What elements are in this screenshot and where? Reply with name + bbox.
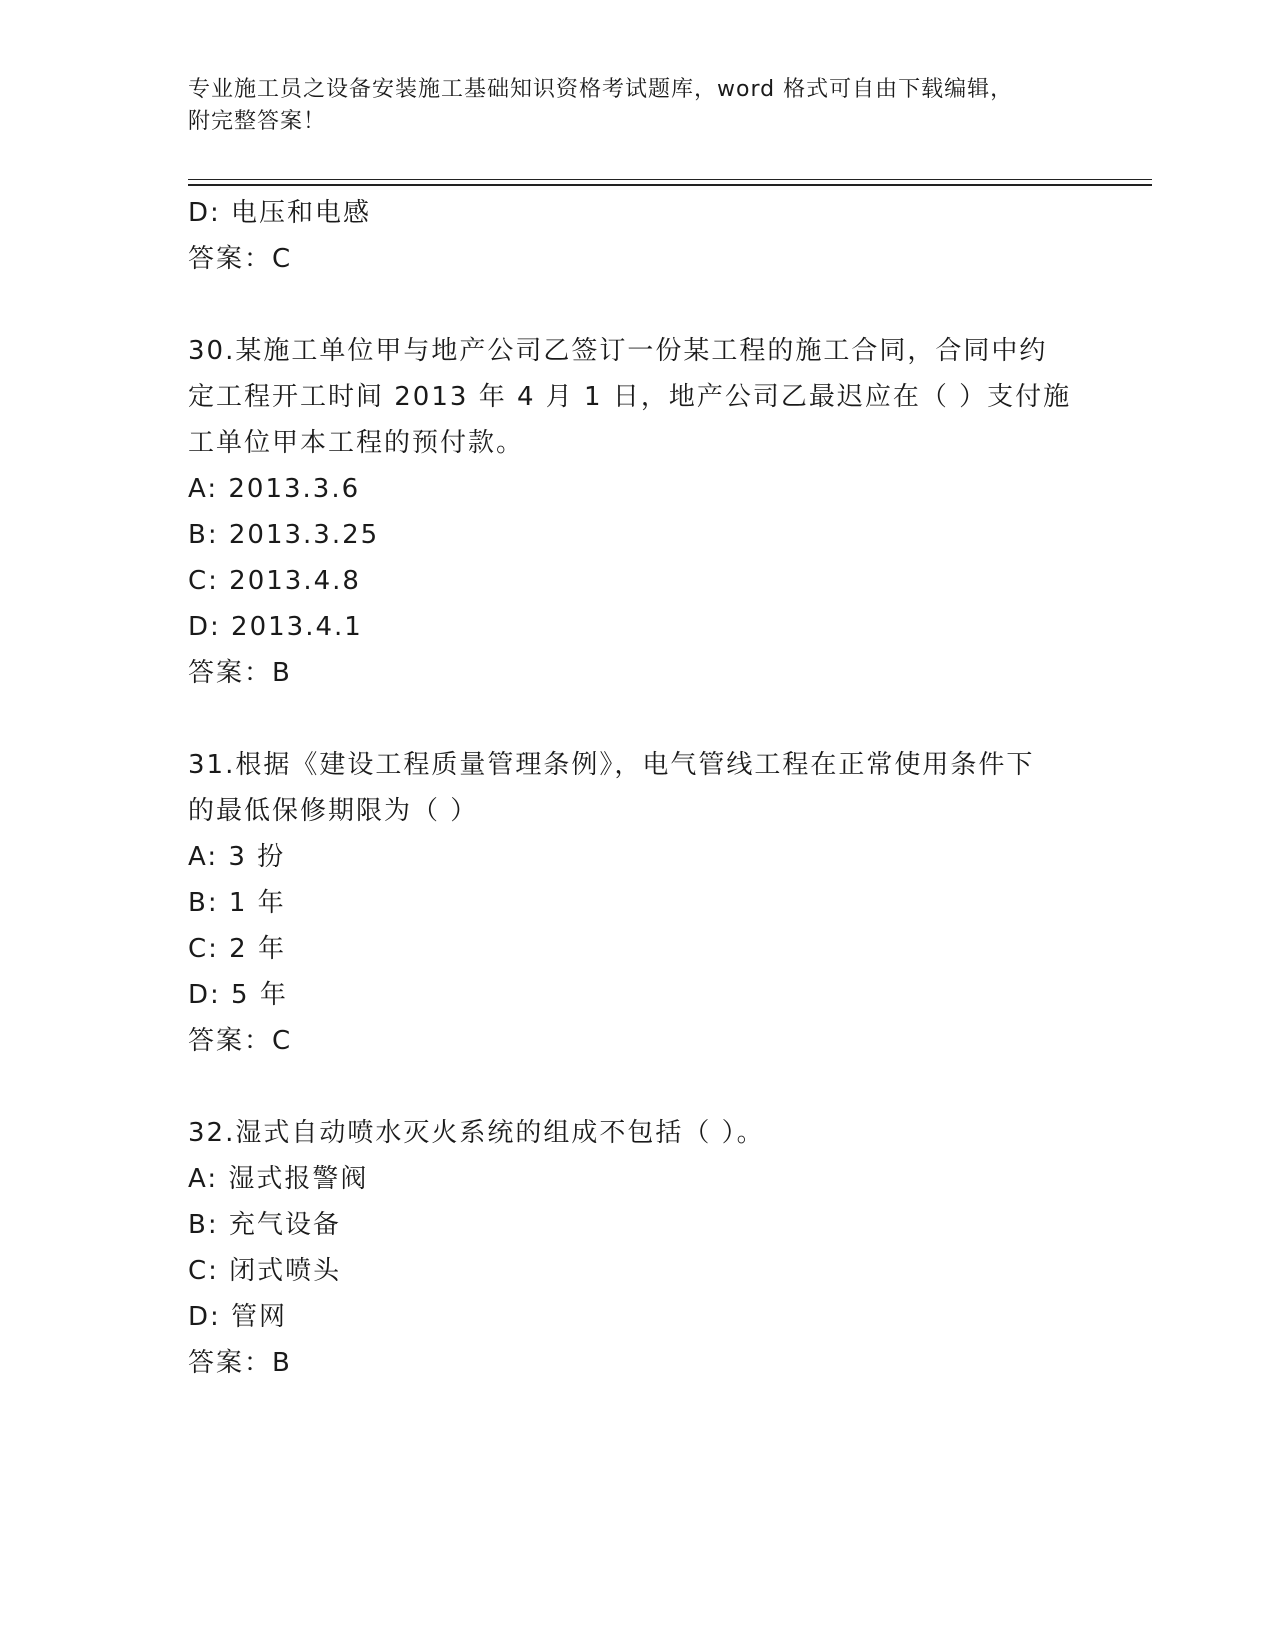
- question-stem-line: 30.某施工单位甲与地产公司乙签订一份某工程的施工合同，合同中约: [188, 336, 1048, 366]
- option-c: C: 2013.4.8: [188, 566, 361, 596]
- answer-line: 答案：C: [188, 244, 293, 274]
- question-stem-line: 的最低保修期限为（ ）: [188, 796, 479, 826]
- question-list: [188, 190, 1088, 1386]
- header-line-2: 附完整答案！: [188, 109, 327, 134]
- question-32: [188, 1110, 1088, 1386]
- previous-question-fragment: [188, 190, 1088, 282]
- option-a: A: 3 扮: [188, 842, 286, 872]
- question-stem-line: 定工程开工时间 2013 年 4 月 1 日，地产公司乙最迟应在（ ）支付施: [188, 382, 1072, 412]
- answer-line: 答案：B: [188, 658, 292, 688]
- answer-line: 答案：B: [188, 1348, 292, 1378]
- option-d: D: 2013.4.1: [188, 612, 363, 642]
- header-line-1: 专业施工员之设备安装施工基础知识资格考试题库，word 格式可自由下载编辑，: [188, 77, 1014, 102]
- option-a: A: 2013.3.6: [188, 474, 361, 504]
- answer-line: 答案：C: [188, 1026, 293, 1056]
- question-stem-line: 32.湿式自动喷水灭火系统的组成不包括（ ）。: [188, 1118, 765, 1148]
- question-stem-line: 工单位甲本工程的预付款。: [188, 428, 525, 458]
- question-stem-line: 31.根据《建设工程质量管理条例》，电气管线工程在正常使用条件下: [188, 750, 1035, 780]
- question-30: [188, 328, 1088, 696]
- option-d: D: 电压和电感: [188, 198, 372, 228]
- option-a: A: 湿式报警阀: [188, 1164, 369, 1194]
- option-b: B: 充气设备: [188, 1210, 341, 1240]
- option-c: C: 2 年: [188, 934, 286, 964]
- option-b: B: 2013.3.25: [188, 520, 380, 550]
- option-c: C: 闭式喷头: [188, 1256, 342, 1286]
- header-divider: [188, 179, 1152, 186]
- option-d: D: 5 年: [188, 980, 288, 1010]
- option-d: D: 管网: [188, 1302, 288, 1332]
- question-31: [188, 742, 1088, 1064]
- option-b: B: 1 年: [188, 888, 286, 918]
- document-header: [188, 74, 1068, 138]
